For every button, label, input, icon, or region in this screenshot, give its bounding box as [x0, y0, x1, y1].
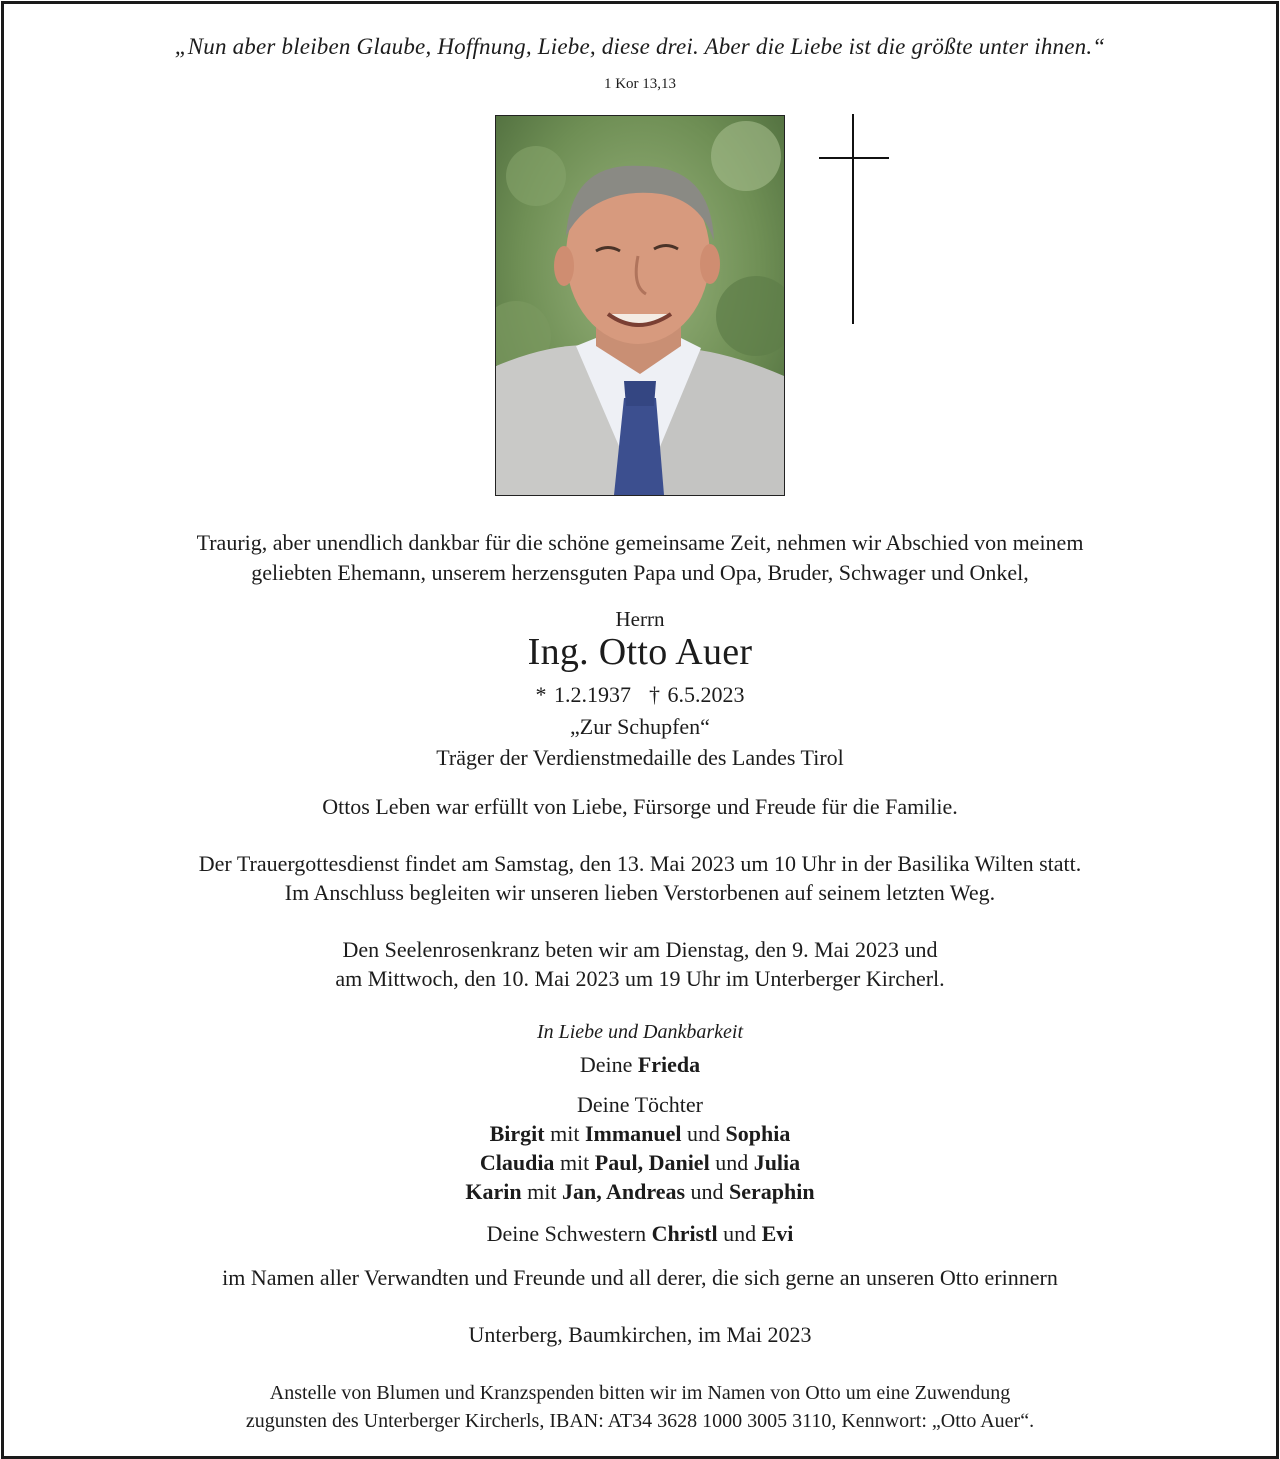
family-line	[4, 1179, 1276, 1205]
obituary-frame	[1, 1, 1279, 1459]
rosary-line-1: Den Seelenrosenkranz beten wir am Dienstag, den 9. Mai 2023 und	[342, 937, 938, 962]
daughters-heading: Deine Töchter	[576, 1092, 704, 1117]
connector: und	[687, 1121, 721, 1146]
cross-icon	[819, 114, 889, 324]
funeral-line-2: Im Anschluss begleiten wir unseren lieben Verstorbenen auf seinem letzten Weg.	[284, 880, 996, 905]
family-names: Julia	[753, 1150, 801, 1175]
daughter-name: Karin	[465, 1179, 522, 1204]
connector: mit	[550, 1121, 580, 1146]
nickname: „Zur Schupfen“	[570, 714, 710, 739]
birth-date: * 1.2.1937	[535, 682, 631, 707]
connector: und	[723, 1221, 757, 1246]
intro-line-1: Traurig, aber unendlich dankbar für die schöne gemeinsame Zeit, nehmen wir Abschied von meinem	[196, 530, 1084, 555]
family-names: Immanuel	[584, 1121, 682, 1146]
bible-quote: „Nun aber bleiben Glaube, Hoffnung, Liebe, diese drei. Aber die Liebe ist die größte unter ihnen.“	[174, 34, 1106, 59]
wife-line	[4, 1052, 1276, 1078]
family-names: Seraphin	[729, 1179, 815, 1204]
life-line: Ottos Leben war erfüllt von Liebe, Fürsorge und Freude für die Familie.	[322, 794, 958, 819]
sisters-line	[4, 1221, 1276, 1247]
bible-reference: 1 Kor 13,13	[603, 76, 677, 92]
life-dates	[4, 682, 1276, 708]
family-line	[4, 1150, 1276, 1176]
sister-name: Christl	[651, 1221, 718, 1246]
deceased-name: Ing. Otto Auer	[527, 631, 753, 673]
family-line	[4, 1121, 1276, 1147]
connector: und	[715, 1150, 749, 1175]
closing-phrase: In Liebe und Dankbarkeit	[536, 1021, 744, 1043]
donation-line-1: Anstelle von Blumen und Kranzspenden bitten wir im Namen von Otto um eine Zuwendung	[269, 1382, 1011, 1404]
sister-name: Evi	[761, 1221, 794, 1246]
donation-line-2: zugunsten des Unterberger Kircherls, IBAN: AT34 3628 1000 3005 3110, Kennwort: „Otto Auer“.	[245, 1410, 1035, 1432]
death-date: † 6.5.2023	[649, 682, 745, 707]
relatives-line: im Namen aller Verwandten und Freunde und all derer, die sich gerne an unseren Otto erinnern	[222, 1265, 1058, 1290]
daughter-name: Claudia	[479, 1150, 555, 1175]
daughter-name: Birgit	[489, 1121, 545, 1146]
connector: mit	[559, 1150, 590, 1175]
salutation: Herrn	[615, 607, 665, 631]
family-names: Paul, Daniel	[594, 1150, 710, 1175]
portrait-photo	[495, 115, 785, 496]
intro-line-2: geliebten Ehemann, unserem herzensguten Papa und Opa, Bruder, Schwager und Onkel,	[251, 560, 1029, 585]
honor-line: Träger der Verdienstmedaille des Landes Tirol	[436, 745, 844, 770]
funeral-line-1: Der Trauergottesdienst findet am Samstag, den 13. Mai 2023 um 10 Uhr in der Basilika Wilten statt.	[198, 851, 1082, 876]
portrait-illustration	[496, 116, 784, 495]
wife-prefix: Deine	[579, 1052, 633, 1077]
connector: und	[690, 1179, 724, 1204]
sisters-prefix: Deine Schwestern	[486, 1221, 647, 1246]
family-names: Sophia	[725, 1121, 791, 1146]
rosary-line-2: am Mittwoch, den 10. Mai 2023 um 19 Uhr im Unterberger Kircherl.	[335, 966, 945, 991]
family-names: Jan, Andreas	[561, 1179, 686, 1204]
place-date: Unterberg, Baumkirchen, im Mai 2023	[468, 1322, 812, 1347]
wife-name: Frieda	[637, 1052, 701, 1077]
connector: mit	[527, 1179, 557, 1204]
